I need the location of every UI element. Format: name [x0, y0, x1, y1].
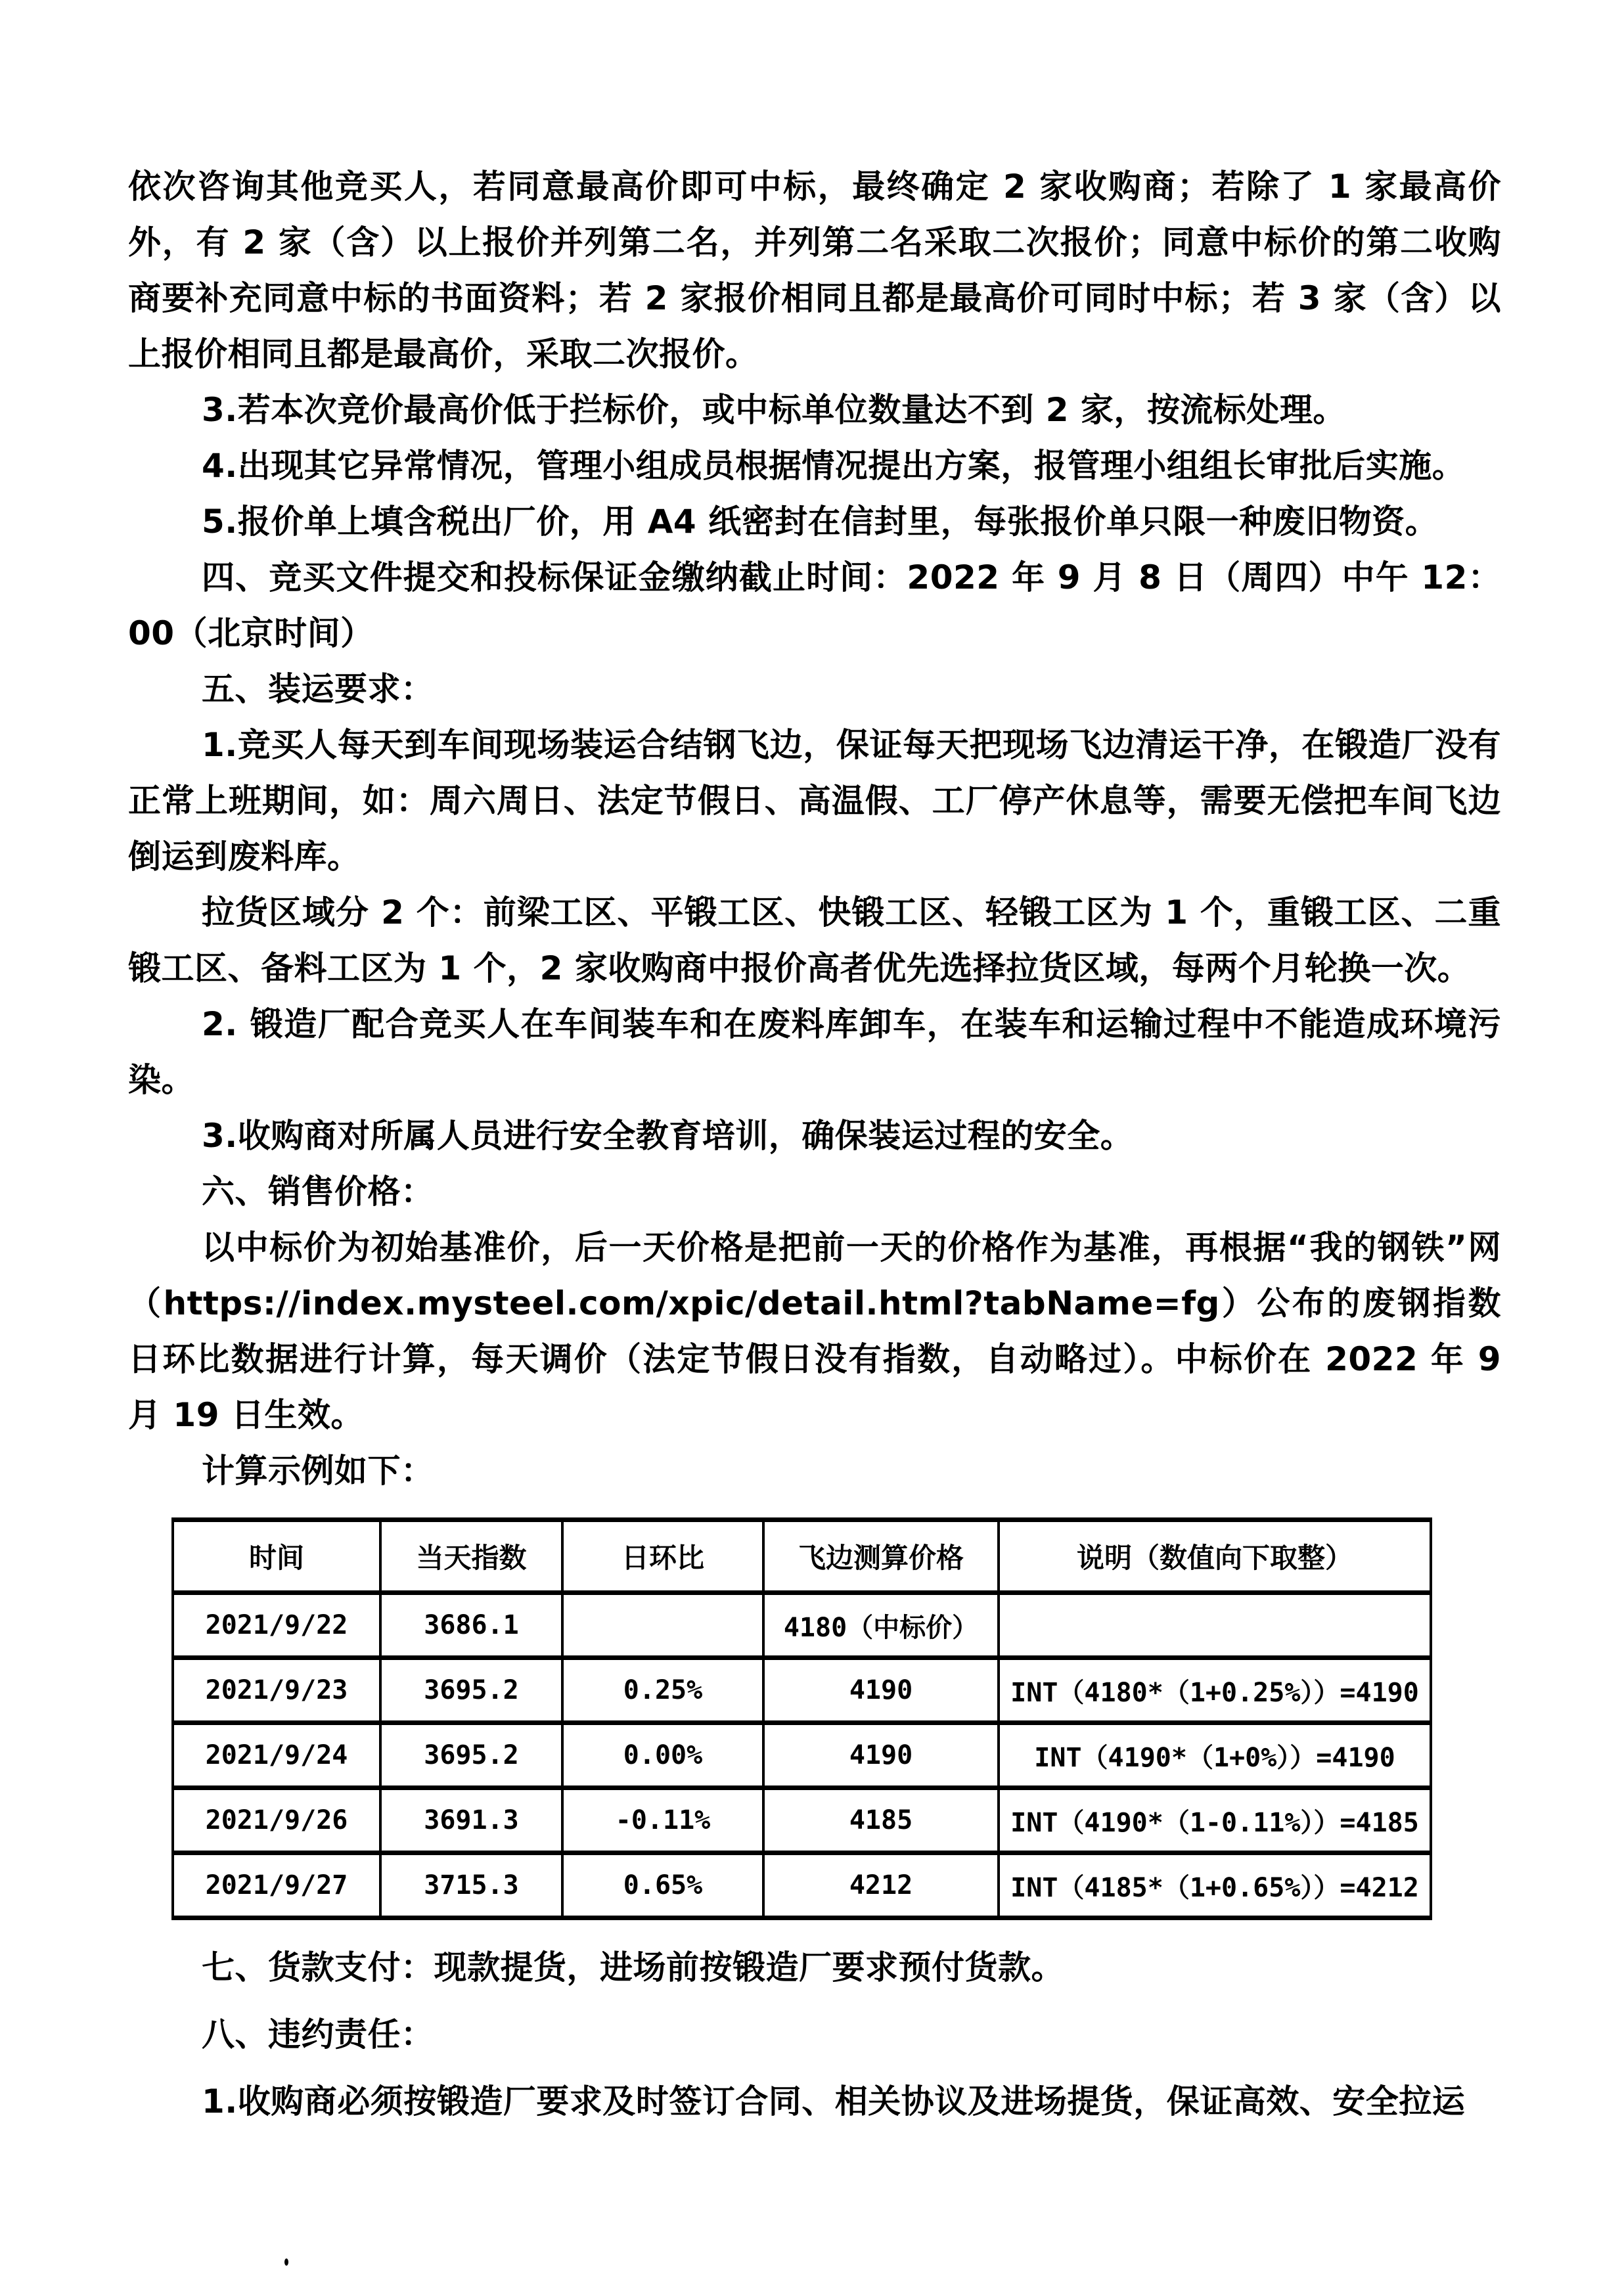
scan-artifact-dot — [284, 2258, 288, 2266]
cell-price: 4212 — [763, 1853, 999, 1918]
col-header-time: 时间 — [173, 1520, 380, 1593]
cell-date: 2021/9/22 — [173, 1593, 380, 1658]
table-row — [173, 1593, 1431, 1658]
section-5-shipping-heading: 五、装运要求： — [202, 670, 434, 708]
table-row — [173, 1853, 1431, 1918]
shipping-item-2-environment: 2. 锻造厂配合竞买人在车间装车和在废料库卸车，在装车和运输过程中不能造成环境污染。 — [128, 1005, 1501, 1099]
cell-index: 3715.3 — [380, 1853, 562, 1918]
cell-day-over-day: 0.00% — [562, 1723, 763, 1788]
cell-note: INT（4190*（1-0.11%））=4185 — [999, 1788, 1431, 1853]
price-adjustment-rule: 以中标价为初始基准价，后一天价格是把前一天的价格作为基准，再根据“我的钢铁”网（https://index.mysteel.com/xpic/detail.html?tabName=fg）公布的废钢指数日环比数据进行计算，每天调价（法定节假日没有指数，自动略过）。中标价在 2022 年 9 月 19 日生效。 — [128, 1228, 1501, 1434]
cell-date: 2021/9/27 — [173, 1853, 380, 1918]
cell-price: 4185 — [763, 1788, 999, 1853]
table-row — [173, 1723, 1431, 1788]
cell-day-over-day — [562, 1593, 763, 1658]
section-4-submission-deadline: 四、竞买文件提交和投标保证金缴纳截止时间：2022 年 9 月 8 日（周四）中午 12：00（北京时间） — [128, 558, 1501, 652]
table-row — [173, 1658, 1431, 1723]
cell-index: 3691.3 — [380, 1788, 562, 1853]
item-5-quote-sheet-rule: 5.报价单上填含税出厂价，用 A4 纸密封在信封里，每张报价单只限一种废旧物资。 — [202, 503, 1439, 541]
section-7-payment-rule: 七、货款支付：现款提货，进场前按锻造厂要求预付货款。 — [202, 1948, 1064, 1987]
table-header-row — [173, 1520, 1431, 1593]
breach-item-1-contract-signing: 1.收购商必须按锻造厂要求及时签订合同、相关协议及进场提货，保证高效、安全拉运 — [202, 2082, 1466, 2121]
cell-note — [999, 1593, 1431, 1658]
cell-date: 2021/9/23 — [173, 1658, 380, 1723]
col-header-note: 说明（数值向下取整） — [999, 1520, 1431, 1593]
cell-day-over-day: 0.25% — [562, 1658, 763, 1723]
document-body — [128, 159, 1501, 2141]
cell-day-over-day: 0.65% — [562, 1853, 763, 1918]
cell-index: 3695.2 — [380, 1723, 562, 1788]
shipping-item-3-safety-training: 3.收购商对所属人员进行安全教育培训，确保装运过程的安全。 — [202, 1117, 1134, 1155]
cell-price: 4190 — [763, 1658, 999, 1723]
cell-index: 3695.2 — [380, 1658, 562, 1723]
cell-date: 2021/9/24 — [173, 1723, 380, 1788]
cell-day-over-day: -0.11% — [562, 1788, 763, 1853]
col-header-flash-price: 飞边测算价格 — [763, 1520, 999, 1593]
cell-note: INT（4180*（1+0.25%））=4190 — [999, 1658, 1431, 1723]
table-row — [173, 1788, 1431, 1853]
shipping-pickup-zones: 拉货区域分 2 个：前梁工区、平锻工区、快锻工区、轻锻工区为 1 个，重锻工区、二重锻工区、备料工区为 1 个，2 家收购商中报价高者优先选择拉货区域，每两个月轮换一次。 — [128, 893, 1501, 987]
cell-note: INT（4190*（1+0%））=4190 — [999, 1723, 1431, 1788]
cell-note: INT（4185*（1+0.65%））=4212 — [999, 1853, 1431, 1918]
cell-price: 4190 — [763, 1723, 999, 1788]
item-3-floor-price-rule: 3.若本次竞价最高价低于拦标价，或中标单位数量达不到 2 家，按流标处理。 — [202, 391, 1346, 429]
shipping-item-1-daily-loading: 1.竞买人每天到车间现场装运合结钢飞边，保证每天把现场飞边清运干净，在锻造厂没有正常上班期间，如：周六周日、法定节假日、高温假、工厂停产休息等，需要无偿把车间飞边倒运到废料库。 — [128, 726, 1501, 876]
calc-example-label: 计算示例如下： — [202, 1452, 434, 1490]
item-4-exception-handling: 4.出现其它异常情况，管理小组成员根据情况提出方案，报管理小组组长审批后实施。 — [202, 447, 1466, 485]
post-table-section — [128, 1940, 1501, 2130]
col-header-day-over-day: 日环比 — [562, 1520, 763, 1593]
col-header-daily-index: 当天指数 — [380, 1520, 562, 1593]
cell-index: 3686.1 — [380, 1593, 562, 1658]
cell-price: 4180（中标价） — [763, 1593, 999, 1658]
section-8-breach-heading: 八、违约责任： — [202, 2015, 434, 2054]
cell-date: 2021/9/26 — [173, 1788, 380, 1853]
paragraph-continuation-bid-rules: 依次咨询其他竞买人，若同意最高价即可中标，最终确定 2 家收购商；若除了 1 家最高价外，有 2 家（含）以上报价并列第二名，并列第二名采取二次报价；同意中标价的第二收购商要补充同意中标的书面资料；若 2 家报价相同且都是最高价可同时中标；若 3 家（含）以上报价相同且都是最高价，采取二次报价。 — [128, 168, 1501, 373]
section-6-sales-price-heading: 六、销售价格： — [202, 1173, 434, 1211]
calculation-example-table — [171, 1517, 1432, 1920]
